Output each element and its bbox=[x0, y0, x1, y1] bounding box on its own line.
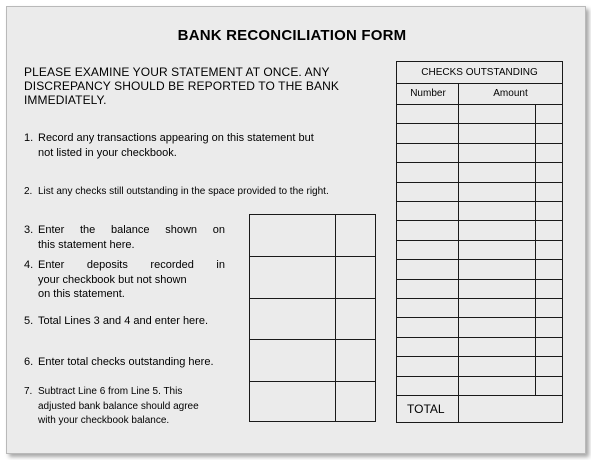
item-text-line: Enter the balance shown on bbox=[38, 224, 225, 236]
checks-outstanding-table bbox=[396, 61, 563, 423]
check-row-divider bbox=[397, 220, 562, 221]
item-text-line: adjusted bank balance should agree bbox=[38, 400, 199, 412]
grid-row-divider bbox=[250, 381, 375, 382]
item-number: 1. bbox=[24, 132, 34, 144]
total-row-divider bbox=[397, 395, 562, 396]
item-text-line: on this statement. bbox=[38, 288, 125, 300]
checks-table-title: CHECKS OUTSTANDING bbox=[397, 62, 562, 84]
check-row-divider bbox=[397, 337, 562, 338]
check-row-divider bbox=[397, 182, 562, 183]
check-row-divider bbox=[397, 376, 562, 377]
item-number: 6. bbox=[24, 356, 34, 368]
column-header-amount: Amount bbox=[459, 83, 562, 105]
check-row-divider bbox=[397, 240, 562, 241]
grid-row-divider bbox=[250, 339, 375, 340]
check-row-divider bbox=[397, 317, 562, 318]
item-number: 4. bbox=[24, 259, 34, 271]
item-text-line: Subtract Line 6 from Line 5. This bbox=[38, 386, 183, 397]
item-text-line: Enter total checks outstanding here. bbox=[38, 356, 214, 368]
item-text-line: Total Lines 3 and 4 and enter here. bbox=[38, 315, 209, 327]
balance-entry-grid bbox=[249, 214, 376, 422]
item-text-line: this statement here. bbox=[38, 238, 135, 251]
intro-line: DISCREPANCY SHOULD BE REPORTED TO THE BANK bbox=[24, 79, 339, 93]
grid-row-divider bbox=[250, 256, 375, 257]
form-title: BANK RECONCILIATION FORM bbox=[177, 27, 407, 44]
cents-column-divider bbox=[535, 104, 536, 395]
item-text-line: not listed in your checkbook. bbox=[38, 146, 177, 159]
check-row-divider bbox=[397, 298, 562, 299]
check-row-divider bbox=[397, 201, 562, 202]
grid-row-divider bbox=[250, 298, 375, 299]
item-text-line: Record any transactions appearing on this statement but bbox=[38, 132, 314, 144]
intro-line: PLEASE EXAMINE YOUR STATEMENT AT ONCE. ANY bbox=[24, 65, 330, 79]
item-number: 5. bbox=[24, 315, 34, 327]
item-text-line: List any checks still outstanding in the space provided to the right. bbox=[38, 186, 329, 197]
item-number: 2. bbox=[24, 186, 33, 197]
instructions-header bbox=[24, 65, 364, 107]
column-header-number: Number bbox=[397, 83, 459, 105]
item-number: 3. bbox=[24, 224, 34, 236]
check-row-divider bbox=[397, 123, 562, 124]
check-row-divider bbox=[397, 279, 562, 280]
check-row-divider bbox=[397, 259, 562, 260]
item-text-line: Enter deposits recorded in bbox=[38, 259, 225, 271]
reconciliation-form bbox=[6, 6, 586, 454]
check-row-divider bbox=[397, 162, 562, 163]
total-label: TOTAL bbox=[407, 402, 445, 416]
check-row-divider bbox=[397, 143, 562, 144]
intro-line: IMMEDIATELY. bbox=[24, 93, 107, 107]
cents-divider bbox=[335, 215, 336, 421]
item-number: 7. bbox=[24, 386, 33, 397]
item-text-line: with your checkbook balance. bbox=[38, 415, 170, 426]
check-row-divider bbox=[397, 356, 562, 357]
item-text-line: your checkbook but not shown bbox=[38, 273, 187, 286]
number-column-divider bbox=[458, 83, 459, 422]
